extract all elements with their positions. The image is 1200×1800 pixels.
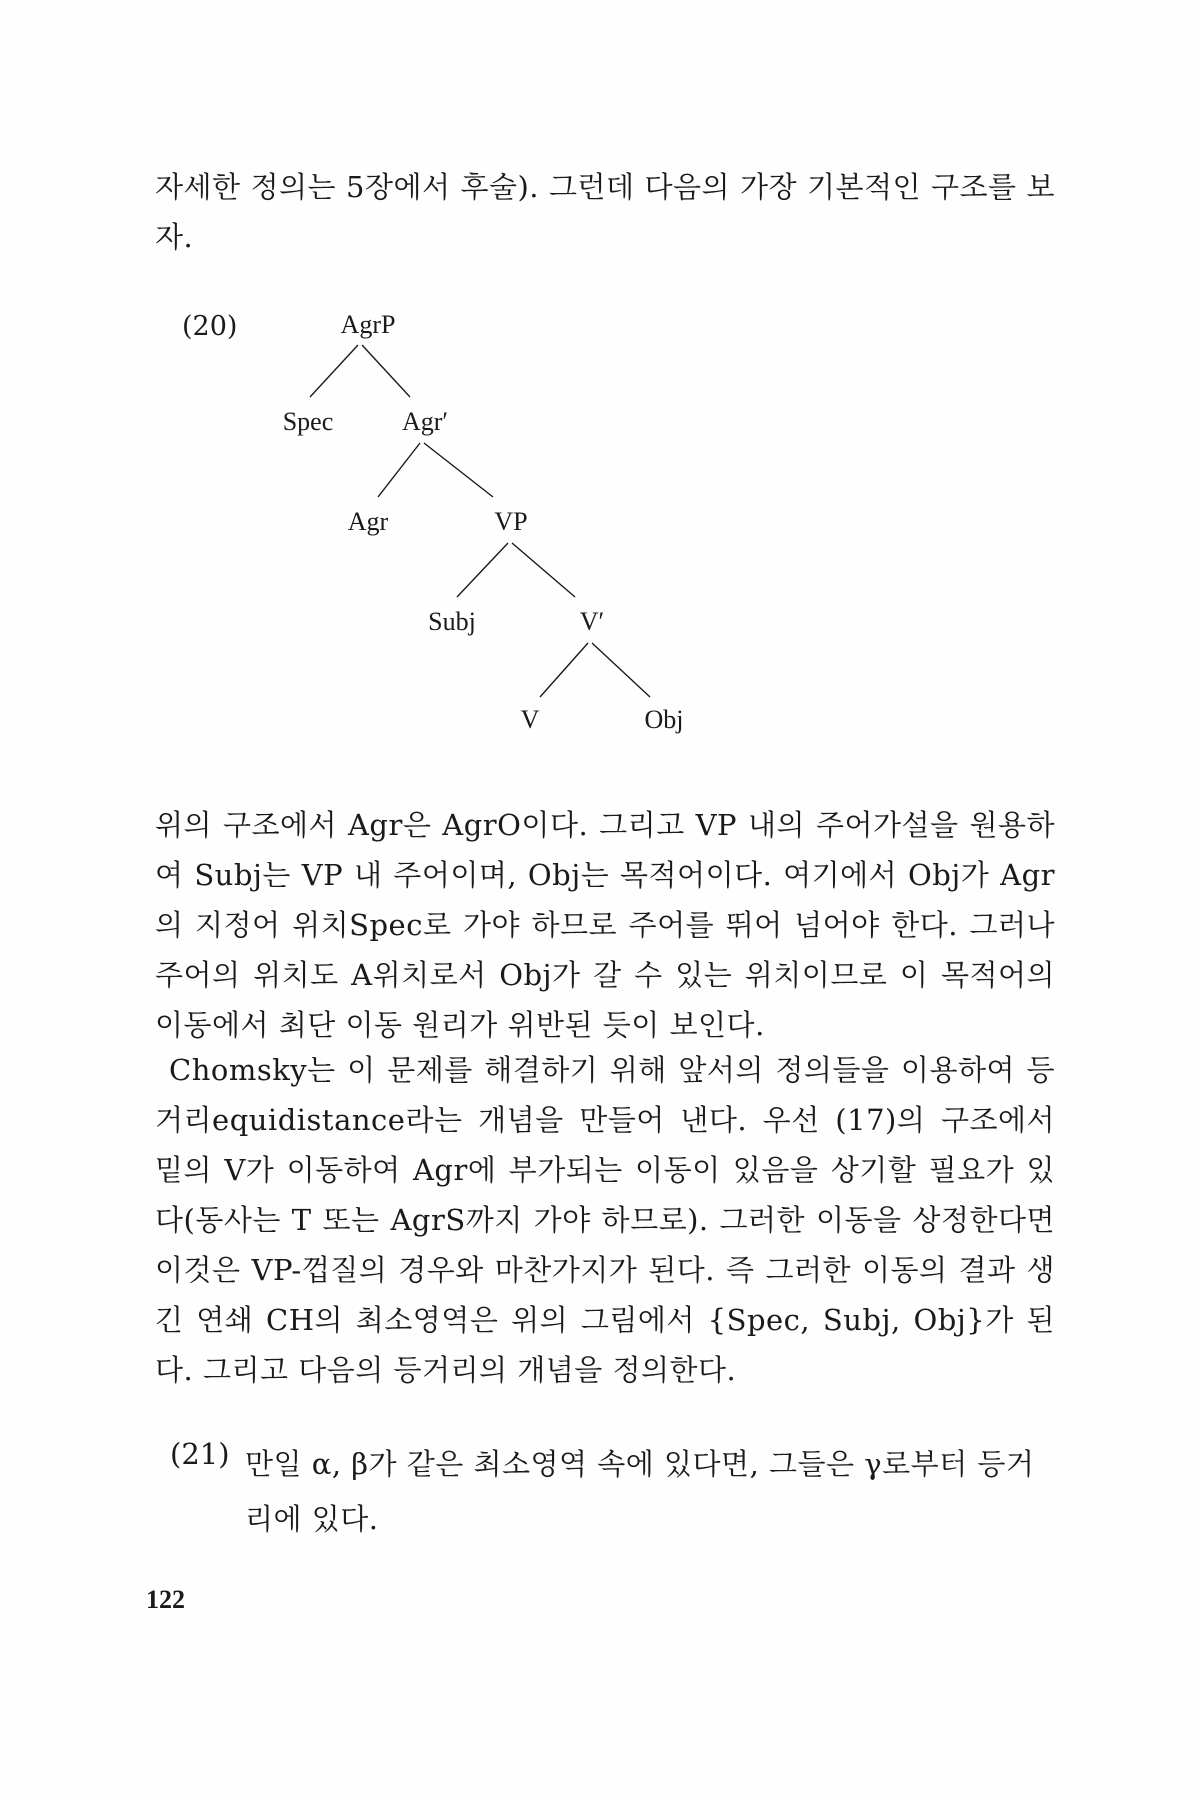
node-v: V: [520, 705, 540, 734]
node-spec: Spec: [282, 407, 334, 436]
example-21-label: (21): [170, 1437, 230, 1471]
example-21-text: 만일 α, β가 같은 최소영역 속에 있다면, 그들은 γ로부터 등거리에 있다.: [245, 1447, 1035, 1536]
paragraph-3: Chomsky는 이 문제를 해결하기 위해 앞서의 정의들을 이용하여 등거리equidistance라는 개념을 만들어 낸다. 우선 (17)의 구조에서 밑의 V가 이동하여 Agr에 부가되는 이동이 있음을 상기할 필요가 있다(동사는 T 또는 AgrS까지 가야 하므로). 그러한 이동을 상정한다면 이것은 VP-껍질의 경우와 마찬가지가 된다. 즉 그러한 이동의 결과 생긴 연쇄 CH의 최소영역은 위의 그림에서 {Spec, Subj, Obj}가 된다. 그리고 다음의 등거리의 개념을 정의한다.: [155, 1053, 1055, 1387]
branch-agrbar-agr: [378, 443, 420, 497]
node-vp: VP: [494, 507, 528, 536]
branch-vbar-obj: [592, 643, 650, 697]
syntax-tree-diagram: [0, 0, 1200, 760]
node-agr-bar: Agr′: [401, 407, 449, 436]
node-obj: Obj: [644, 705, 684, 734]
example-20-label: (20): [182, 311, 238, 342]
paragraph-1: 자세한 정의는 5장에서 후술). 그런데 다음의 가장 기본적인 구조를 보자.: [155, 170, 1055, 254]
page-number: 122: [146, 1585, 185, 1614]
branch-vp-vbar: [512, 543, 575, 597]
node-subj: Subj: [428, 607, 476, 636]
paragraph-2: 위의 구조에서 Agr은 AgrO이다. 그리고 VP 내의 주어가설을 원용하여 Subj는 VP 내 주어이며, Obj는 목적어이다. 여기에서 Obj가 Agr의 지정어 위치Spec로 가야 하므로 주어를 뛰어 넘어야 한다. 그러나 주어의 위치도 A위치로서 Obj가 갈 수 있는 위치이므로 이 목적어의 이동에서 최단 이동 원리가 위반된 듯이 보인다.: [155, 808, 1055, 1042]
branch-vbar-v: [540, 643, 588, 697]
node-v-bar: V′: [579, 607, 605, 636]
branch-agrp-spec: [310, 345, 358, 397]
node-agrp: AgrP: [340, 310, 396, 339]
branch-agrp-agrbar: [362, 345, 410, 397]
branch-vp-subj: [457, 543, 508, 597]
node-agr: Agr: [347, 507, 389, 536]
branch-agrbar-vp: [424, 443, 493, 497]
